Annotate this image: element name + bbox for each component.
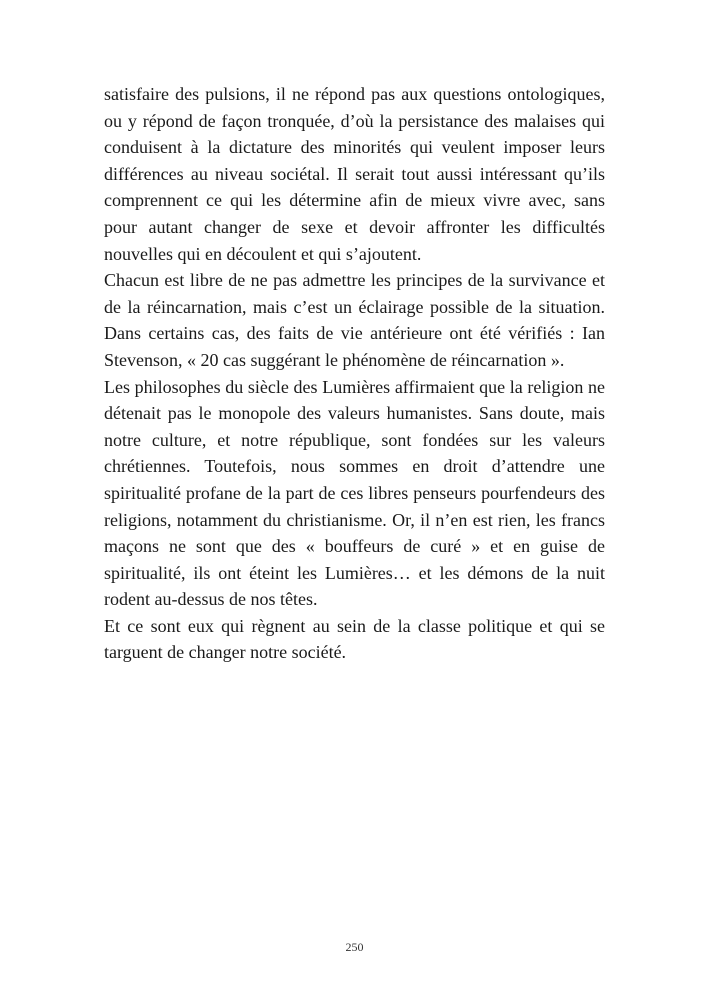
page-number: 250 (345, 940, 364, 954)
paragraph: satisfaire des pulsions, il ne répond pas aux questions ontologiques, ou y répond de façon tronquée, d’où la persistance des malaises qui conduisent à la dictature des minorités qui veulent imposer leurs différences au niveau sociétal. Il serait tout aussi intéressant qu’ils comprennent ce qui les détermine afin de mieux vivre avec, sans pour autant changer de sexe et devoir affronter les difficultés nouvelles qui en découlent et qui s’ajoutent. (104, 84, 605, 264)
page-body (104, 81, 605, 666)
paragraph: Chacun est libre de ne pas admettre les principes de la survivance et de la réincarnation, mais c’est un éclairage possible de la situation. Dans certains cas, des faits de vie antérieure ont été vérifiés : Ian Stevenson, « 20 cas suggérant le phénomène de réincarnation ». (104, 270, 605, 370)
paragraph: Et ce sont eux qui règnent au sein de la classe politique et qui se targuent de changer notre société. (104, 615, 605, 663)
paragraph: Les philosophes du siècle des Lumières affirmaient que la religion ne détenait pas le monopole des valeurs humanistes. Sans doute, mais notre culture, et notre république, sont fondées sur les valeurs chrétiennes. Toutefois, nous sommes en droit d’attendre une spiritualité profane de la part de ces libres penseurs pourfendeurs des religions, notamment du christianisme. Or, il n’en est rien, les francs maçons ne sont que des « bouffeurs de curé » et en guise de spiritualité, ils ont éteint les Lumières… et les démons de la nuit rodent au-dessus de nos têtes. (104, 376, 605, 610)
